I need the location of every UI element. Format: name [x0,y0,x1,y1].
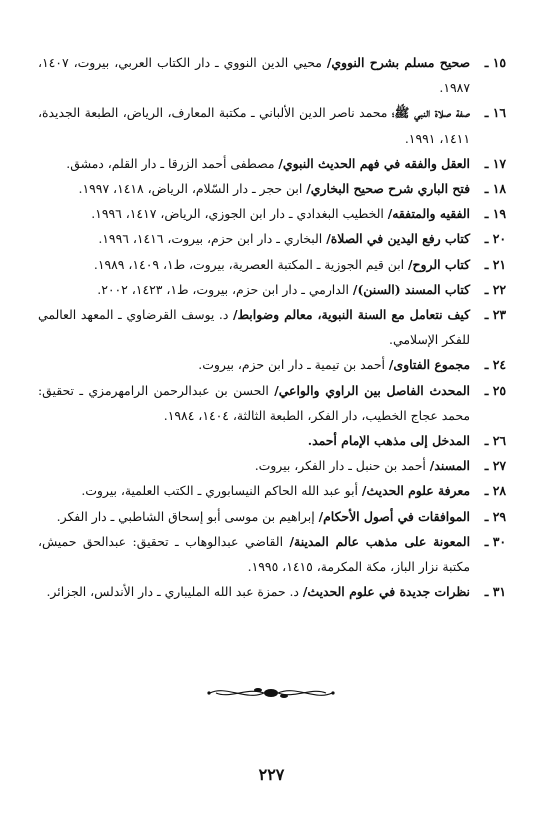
entry-details: البخاري ـ دار ابن حزم، بيروت، ١٤١٦، ١٩٩٦. [98,231,327,247]
list-item [38,478,506,503]
entry-details: محمد ناصر الدين الألباني ـ مكتبة المعارف، الرياض، الطبعة الجديدة، ١٤١١، ١٩٩١. [38,105,470,146]
page-number: ٢٢٧ [258,765,285,784]
list-item [38,352,506,377]
entry-details: الدارمي ـ دار ابن حزم، بيروت، ط١، ١٤٢٣، ٢٠٠٢. [97,281,353,297]
book-title: المعونة على مذهب عالم المدينة/ [289,533,471,549]
entry-details: أحمد بن حنبل ـ دار الفكر، بيروت. [254,458,430,474]
book-title: كتاب رفع اليدين في الصلاة/ [326,231,470,247]
entry-number: ١٨ ـ [484,181,506,197]
book-title: العقل والفقه في فهم الحديث النبوي/ [278,155,470,171]
references-list [38,50,506,604]
list-item [38,579,506,604]
book-title: كيف نتعامل مع السنة النبوية، معالم وضوابط/ [233,307,471,323]
entry-number: ١٦ ـ [484,105,506,121]
list-item [38,50,506,100]
book-title: المدخل إلى مذهب الإمام أحمد. [307,433,470,449]
entry-details: محيي الدين النووي ـ دار الكتاب العربي، بيروت، ١٤٠٧، ١٩٨٧. [38,55,470,96]
entry-details: الحسن بن عبدالرحمن الرامهرمزي ـ تحقيق: محمد عجاج الخطيب، دار الفكر، الطبعة الثالثة، ١٤٠٤، ١٩٨٤. [38,382,470,423]
book-title: مجموع الفتاوى/ [388,357,470,373]
entry-number: ٢٤ ـ [484,357,506,373]
entry-details: الخطيب البغدادي ـ دار ابن الجوزي، الرياض، ١٤١٧، ١٩٩٦. [91,206,388,222]
list-item [38,529,506,579]
book-title: نظرات جديدة في علوم الحديث/ [302,584,470,600]
list-item [38,504,506,529]
book-title: صفة صلاة النبي ﷺ؛ [391,105,470,121]
entry-number: ١٧ ـ [484,155,506,171]
entry-number: ١٩ ـ [484,206,506,222]
book-title: معرفة علوم الحديث/ [361,483,470,499]
entry-number: ٢٩ ـ [484,508,506,524]
entry-details: أبو عبد الله الحاكم النيسابوري ـ الكتب العلمية، بيروت. [81,483,362,499]
entry-number: ١٥ ـ [484,55,506,70]
list-item [38,252,506,277]
entry-details: ابن قيم الجوزية ـ المكتبة العصرية، بيروت، ط١، ١٤٠٩، ١٩٨٩. [93,256,409,272]
entry-details: مصطفى أحمد الزرقا ـ دار القلم، دمشق. [66,155,279,171]
list-item [38,277,506,302]
list-item [38,378,506,428]
book-title: المسند/ [429,458,470,474]
entry-number: ٢٣ ـ [484,307,506,323]
entry-number: ٢١ ـ [484,256,506,272]
entry-details: إبراهيم بن موسى أبو إسحاق الشاطبي ـ دار الفكر. [56,508,319,524]
book-title: فتح الباري شرح صحيح البخاري/ [306,181,470,197]
list-item [38,428,506,453]
entry-details: القاضي عبدالوهاب ـ تحقيق: عبدالحق حميش، مكتبة نزار الباز، مكة المكرمة، ١٤١٥، ١٩٩٥. [38,533,470,575]
list-item [38,176,506,201]
list-item [38,453,506,478]
entry-number: ٢٠ ـ [484,231,506,247]
book-title: الموافقات في أصول الأحكام/ [318,508,470,524]
entry-number: ٢٨ ـ [484,483,506,499]
entry-details: ابن حجر ـ دار السّلام، الرياض، ١٤١٨، ١٩٩٧. [78,181,307,197]
book-title: الفقيه والمتفقه/ [387,206,470,222]
book-title: كتاب الروح/ [408,256,470,272]
entry-number: ٢٦ ـ [484,433,506,449]
entry-details: د. حمزة عبد الله المليباري ـ دار الأندلس، الجزائر. [46,584,303,600]
list-item [38,201,506,226]
entry-number: ٣١ ـ [484,584,506,600]
entry-details: أحمد بن تيمية ـ دار ابن حزم، بيروت. [198,357,389,373]
list-item [38,302,506,352]
entry-number: ٣٠ ـ [484,533,506,549]
book-title: كتاب المسند (السنن)/ [352,281,470,297]
ornament-divider-icon [206,681,336,705]
list-item [38,226,506,251]
book-title: صحيح مسلم بشرح النووي/ [326,55,471,70]
entry-details: د. يوسف القرضاوي ـ المعهد العالمي للفكر الإسلامي. [38,307,470,348]
book-title: المحدث الفاصل بين الراوي والواعي/ [274,382,470,398]
entry-number: ٢٥ ـ [484,382,506,398]
list-item [38,100,506,150]
list-item [38,151,506,176]
entry-number: ٢٧ ـ [484,458,506,474]
entry-number: ٢٢ ـ [484,281,506,297]
